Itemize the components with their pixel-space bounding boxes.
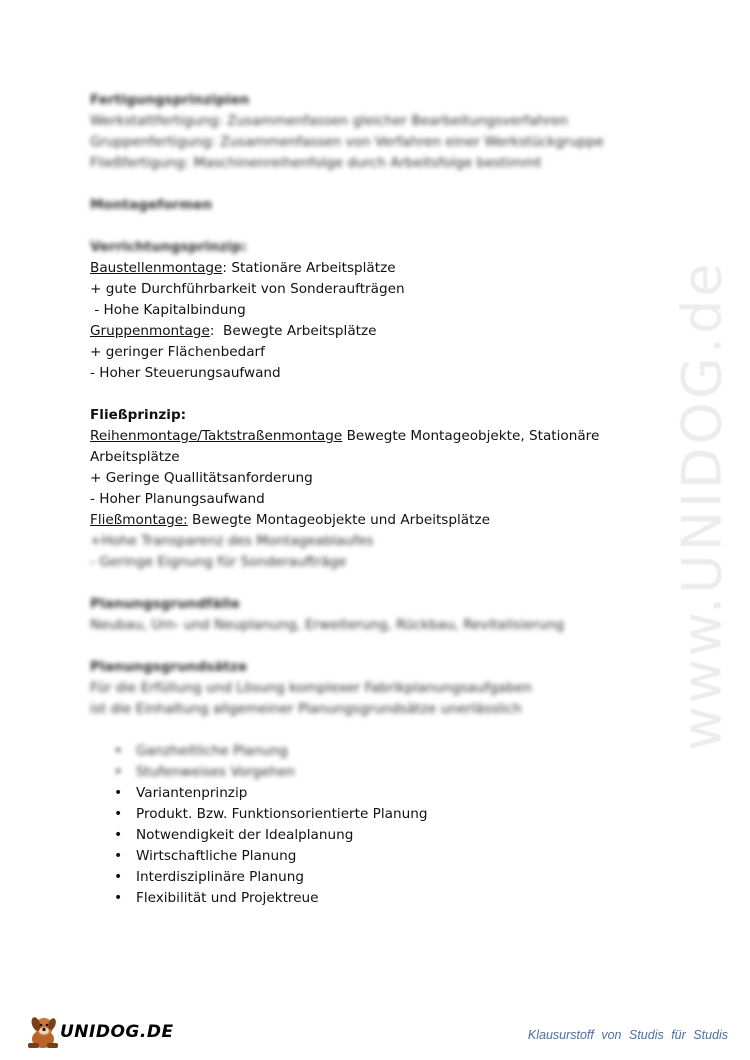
- text-minus-eignung: - Geringe Eignung für Sonderaufträge: [90, 554, 347, 570]
- text-plus-sonderauftraege: + gute Durchführbarkeit von Sonderaufträgen: [90, 281, 405, 297]
- heading-verrichtungsprinzip: Verrichtungsprinzip:: [90, 239, 247, 255]
- desc-fliessmontage: Bewegte Montageobjekte und Arbeitsplätze: [187, 512, 490, 528]
- list-item: • Stufenweises Vorgehen: [112, 762, 690, 783]
- list-item: • Notwendigkeit der Idealplanung: [112, 825, 690, 846]
- text-minus-steuerungsaufwand: - Hoher Steuerungsaufwand: [90, 365, 281, 381]
- heading-planungsgrundsaetze: Planungsgrundsätze: [90, 659, 248, 675]
- text-minus-planungsaufwand: - Hoher Planungsaufwand: [90, 491, 265, 507]
- text-gruppenmontage: [90, 321, 690, 342]
- text-baustellenmontage: [90, 258, 690, 279]
- term-reihenmontage: Reihenmontage/Taktstraßenmontage: [90, 428, 343, 444]
- footer-logo: [22, 1012, 174, 1052]
- list-item: • Wirtschaftliche Planung: [112, 846, 690, 867]
- list-item: • Produkt. Bzw. Funktionsorientierte Planung: [112, 804, 690, 825]
- text-planungsgrundsaetze-2: ist die Einhaltung allgemeiner Planungsgrundsätze unerlässlich: [90, 701, 522, 717]
- text-reihenmontage: [90, 426, 690, 468]
- text-plus-transparenz: +Hohe Transparenz des Montageablaufes: [90, 533, 374, 549]
- dog-mascot-icon: [22, 1012, 62, 1052]
- list-item: • Variantenprinzip: [112, 783, 690, 804]
- logo-text: UNIDOG.DE: [60, 1022, 174, 1042]
- text-gruppenfertigung: Gruppenfertigung: Zusammenfassen von Verfahren einer Werkstückgruppe: [90, 134, 604, 150]
- list-item: • Ganzheitliche Planung: [112, 741, 690, 762]
- desc-gruppenmontage: : Bewegte Arbeitsplätze: [209, 323, 377, 339]
- text-plus-qualitaet: + Geringe Quallitätsanforderung: [90, 470, 313, 486]
- heading-fliessprinzip: Fließprinzip:: [90, 407, 187, 423]
- watermark-text: www.UNIDOG.de: [670, 259, 734, 751]
- heading-planungsgrundfaelle: Planungsgrundfälle: [90, 596, 240, 612]
- term-fliessmontage: Fließmontage:: [90, 512, 188, 528]
- text-plus-flaechenbedarf: + geringer Flächenbedarf: [90, 344, 265, 360]
- footer-tagline: Klausurstoff von Studis für Studis: [527, 1028, 728, 1042]
- text-planungsgrundfaelle: Neubau, Um- und Neuplanung, Erweiterung, Rückbau, Revitalisierung: [90, 617, 565, 633]
- list-item: • Flexibilität und Projektreue: [112, 888, 690, 909]
- list-item: • Interdisziplinäre Planung: [112, 867, 690, 888]
- term-gruppenmontage: Gruppenmontage: [90, 323, 210, 339]
- desc-baustellenmontage: : Stationäre Arbeitsplätze: [222, 260, 396, 276]
- term-baustellenmontage: Baustellenmontage: [90, 260, 223, 276]
- text-fliessmontage: [90, 510, 690, 531]
- text-werkstattfertigung: Werkstattfertigung: Zusammenfassen gleicher Bearbeitungsverfahren: [90, 113, 569, 129]
- principles-list: [90, 741, 690, 909]
- desc-reihenmontage: Bewegte Montageobjekte, Stationäre Arbeitsplätze: [90, 428, 600, 465]
- heading-montageformen: Montageformen: [90, 197, 213, 213]
- text-minus-kapitalbindung: - Hohe Kapitalbindung: [90, 302, 246, 318]
- text-fliessfertigung: Fließfertigung: Maschinenreihenfolge durch Arbeitsfolge bestimmt: [90, 155, 542, 171]
- document-content: [90, 90, 690, 909]
- heading-fertigungsprinzipien: Fertigungsprinzipien: [90, 92, 250, 108]
- text-planungsgrundsaetze-1: Für die Erfüllung und Lösung komplexer Fabrikplanungsaufgaben: [90, 680, 532, 696]
